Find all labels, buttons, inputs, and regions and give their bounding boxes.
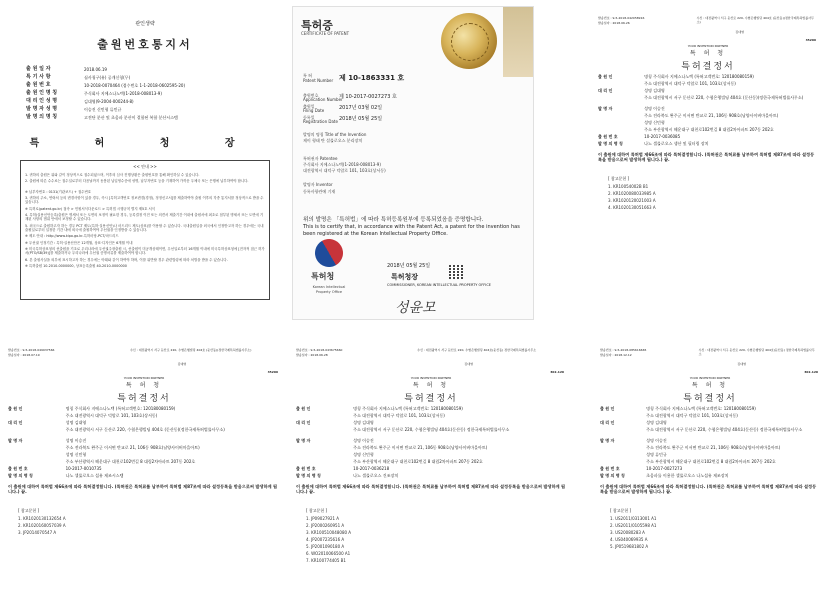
postal-code: 302-120 xyxy=(804,370,818,374)
decision-title: 특허결정서 xyxy=(117,394,171,404)
patent-label-en: Patent Number xyxy=(303,78,334,83)
registration-date-line: 2018년 05월 25일 xyxy=(387,263,431,269)
agency-name-en: Korean Intellectual Property Office xyxy=(312,285,346,294)
reference-item: 3. KR100510048080 A xyxy=(306,530,352,535)
row-value: 10-2017-0036218 xyxy=(353,466,390,471)
cert-row-label: 출원일 xyxy=(303,104,315,109)
references-header: [ 참고문헌 ] xyxy=(18,508,40,513)
decision-title: 특허결정서 xyxy=(683,394,737,404)
field-label: 출 원 일 자 xyxy=(26,66,51,72)
row-value: 성명 김대영 xyxy=(646,420,667,425)
sender-number: 발송번호 : 9-5-2018-043675660 xyxy=(296,348,343,352)
cert-row-label-en: Registration Date xyxy=(303,119,338,124)
qr-code-overlay xyxy=(449,265,463,279)
row-label: 발 명 자 xyxy=(8,438,23,443)
row-label: 대 리 인 xyxy=(296,420,311,425)
field-label: 출 원 인 명 칭 xyxy=(26,90,58,96)
row-value: 주소 전라북도 완주군 이서면 반교로 21, 106동 908호(남양사이버마을아트) xyxy=(646,445,781,450)
row-label: 발 명 의 명 칭 xyxy=(600,473,625,478)
row-label: 출 원 인 xyxy=(8,406,23,411)
agency-name: 특 허 청 xyxy=(125,382,163,389)
row-value: 주소 부산광역시 해운대구 대천로102번길 8 대림2차아파트 207동 202호 xyxy=(65,459,196,464)
reference-item: 4. KR1020130051663 A xyxy=(608,205,656,210)
reference-item: 4. JP2007235616 A xyxy=(306,537,345,542)
row-label: 출 원 인 xyxy=(296,406,311,411)
tagline: YOUR INVENTION PARTNER xyxy=(410,376,452,380)
field-value: 이승진 신민형 류민규 xyxy=(84,106,122,112)
row-value: 성명 이승진 xyxy=(353,438,374,443)
field-value: 김대영(9-2004-000244-8) xyxy=(84,98,134,104)
owner-name: 주식회사 지에스나노텍(1-2018-008013-9) xyxy=(303,162,381,167)
reference-item: 5. JP0519681802 A xyxy=(610,544,649,549)
row-value: 나노 셀룰로오스 생산 및 필터링 장치 xyxy=(644,141,709,146)
invention-title: 제이 형태 탄 설룰로오스 분리장치 xyxy=(303,138,363,143)
recipient: 수신 : 대전광역시 서구 둔산로 220, 수협은행빌딩 404호 (둔산동)(정한국제특허법률사무소) xyxy=(696,16,814,24)
reference-item: 2. JP2000260951 A xyxy=(306,523,345,528)
decision-title: 특허결정서 xyxy=(404,394,458,404)
commissioner-title: 특허청장 xyxy=(391,273,419,281)
row-value: 주소 전라북도 완주군 이서면 반교로 21, 106동 908호(남양사이버마을아트) xyxy=(353,445,488,450)
row-value: 10-2017-0036085 xyxy=(644,134,681,139)
row-value: 성명 신민형 xyxy=(65,452,87,457)
notice-paragraph: 2. 출원에 따른 수수료는 접수일로부터 다음날까지 동봉된 납입영수증에 성명, 납부자번호 등을 기재하여 가까운 우체국 또는 은행에 납부하여야 합니다. xyxy=(25,179,249,184)
decision-notice: 이 출원에 대하여 특허법 제66조에 따라 특허결정합니다. (특허권은 특허료를 납부하여 특허법 제87조에 따라 설정등록을 받음으로써 발생하게 됩니다.) 끝. xyxy=(600,484,817,495)
decision-notice: 이 출원에 대하여 특허법 제66조에 따라 특허결정합니다. (특허권은 특허료를 납부하여 특허법 제87조에 따라 설정등록을 받음으로써 발생하게 됩니다.) 끝. xyxy=(296,484,566,495)
field-value: 2018.06.19 xyxy=(84,66,107,72)
notice-paragraph: 5. 외국으로 출원하고자 하는 경우 PCT 제도(특허·실용신안)나 마드리드 제도(상표)를 이용할 수 있습니다. 국내출원일을 외국에서 인정받고자 하는 경우에는 국내출원일로부터 일정한 기간 내에 외국에 출원하여야 우선권을 인정받을 수 있습니다. xyxy=(25,223,264,232)
decision-notice: 이 출원에 대하여 특허법 제66조에 따라 특허결정합니다. (특허권은 특허료를 납부하여 특허법 제87조에 따라 설정등록을 받음으로써 발생하게 됩니다.) 끝. xyxy=(8,484,278,495)
row-value: 주소 대전광역시 서구 둔산로 220, 수협은행빌딩 404호 (둔산동)(정한국제특허법률사무소) xyxy=(644,95,804,100)
notice-paragraph: ※ 우선권 인정기간 : 특허·실용신안은 12개월, 상표·디자인은 6개월 이내 xyxy=(25,240,133,245)
notice-paragraph: 3. 귀하의 주소, 연락처 등의 변경사항이 있을 경우, 즉시 [특허고객번호 정보변경(경정), 정정신고서]를 제출하여야 출원 이후의 각종 통지서를 정상적으로 받을 수 있습니다. xyxy=(25,196,264,205)
row-label: 발 명 자 xyxy=(598,106,613,111)
row-value: 주소 대전광역시 서구 둔산로 220, 수협은행빌딩 404호(둔산동) 정한국제특허법률사무소 xyxy=(353,427,510,432)
statement-ko: 위의 발명은 「특허법」에 따라 특허등록원부에 등록되었음을 증명합니다. xyxy=(303,217,484,223)
notice-paragraph: ※ 제도 안내 : http://www.kipo.go.kr-특허마당-PCT/마드리드 xyxy=(25,234,119,239)
recipient-name: 김대영 xyxy=(464,362,474,366)
row-value: 성명 김대영 xyxy=(353,420,374,425)
notice-box xyxy=(20,160,270,300)
certificate-subtitle: CERTIFICATE OF PATENT xyxy=(301,31,350,36)
row-label: 출 원 번 호 xyxy=(296,466,316,471)
reference-item: 3. KR1020120021003 A xyxy=(608,198,656,203)
taegeuk-emblem-icon xyxy=(310,234,348,272)
recipient: 수신 : 대전광역시 서구 둔산로 220, 수협은행빌딩 404호 (둔산동)(정한국제특허법률사무소) xyxy=(130,348,252,352)
row-value: 성명 김대영 xyxy=(644,88,665,93)
row-label: 발 명 의 명 칭 xyxy=(8,473,33,478)
row-value: 주소 전라북도 완주군 이서면 반교로 21, 106동 908호(남양사이버마을아트) xyxy=(644,113,779,118)
row-label: 대 리 인 xyxy=(598,88,613,93)
cert-row-value: 2018년 05월 25일 xyxy=(339,116,383,122)
recipient: 수신 : 대전광역시 서구 둔산로 220, 수협은행빌딩 404호(둔산동) 정한국제특허법률사무소 xyxy=(698,348,815,356)
row-value: 나노 셀룰로오스 건조장치 xyxy=(353,473,399,478)
reference-item: 1. JP09027921 A xyxy=(306,516,340,521)
field-value: 10-2018-0070464 (접수번호 1-1-2018-0602595-20) xyxy=(84,82,186,88)
commissioner-text: 특 허 청 장 xyxy=(29,138,261,149)
row-value: 주소 전라북도 완주군 이서면 반교로 21, 106동 908호(남양사이버마을아트) xyxy=(65,445,200,450)
send-date: 발송일자 : 2018.06.26 xyxy=(598,21,630,25)
references-header: [ 참고문헌 ] xyxy=(608,176,630,181)
row-value: 성명 김대영 xyxy=(65,420,87,425)
invention-label: 발명의 명칭 Title of the Invention xyxy=(303,132,367,137)
small-header: 관인생략 xyxy=(135,21,155,27)
decision-title: 특허결정서 xyxy=(681,62,735,72)
field-value: 주식회사 지에스나노텍(1-2018-008013-9) xyxy=(84,90,162,96)
statement-en: This is to certify that, in accordance with the Patent Act, a patent for the invention has been registered at the Korean Intellectual Property Office. xyxy=(303,224,520,237)
row-value: 명칭 주식회사 지에스나노텍 (특허고객번호: 120180080159) xyxy=(65,406,176,411)
reference-item: 6. WO2010066500 A1 xyxy=(306,551,351,556)
inventor-note: 등록사항란에 기재 xyxy=(303,189,336,194)
send-date: 발송일자 : 2018.07.19 xyxy=(8,353,40,357)
send-date: 발송일자 : 2018.12.12 xyxy=(600,353,632,357)
postal-code: 302-120 xyxy=(550,370,564,374)
recipient-name: 김대영 xyxy=(177,362,187,366)
field-label: 발 명 의 명 칭 xyxy=(26,114,58,120)
patent-certificate xyxy=(292,6,534,320)
owner-address: 대전광역시 대덕구 덕암로 101, 103호(상서동) xyxy=(303,168,386,173)
row-value: 성명 이승진 xyxy=(65,438,87,443)
postal-code: 35209 xyxy=(267,370,278,374)
tagline: YOUR INVENTION PARTNER xyxy=(687,44,729,48)
row-label: 출 원 번 호 xyxy=(600,466,620,471)
agency-name: 특 허 청 xyxy=(412,382,450,389)
sender-number: 발송번호 : 9-5-2018-085616665 xyxy=(600,348,647,352)
notice-paragraph: ※ 미국특허상표청의 선출원을 기초로 우리나라에 우선권주장출원 시, 선출원이 미공개상태이면, 우선일로부터 16개월 이내에 미국특허상표청에 [전자적 접근 허가서(PTO/SB/39)]를 제출하거나 우리나라에 우선권 증명서류를 제출하여야 합니다. xyxy=(25,246,265,256)
row-value: 나노 셀룰로오스 섬유 제조시스템 xyxy=(65,473,124,478)
notice-paragraph: 4. 특허(실용신안등록)출원은 명세서 또는 도면의 보정이 필요한 경우, 등록결정 이전 또는 의견서 제출기간 이내에 출원서에 최초로 첨부된 명세서 또는 도면에 기재된 사항의 범위 안에서 보정할 수 있습니다. xyxy=(25,213,264,222)
row-value: 성명 류민규 xyxy=(646,452,667,457)
row-value: 주소 대전광역시 대덕구 덕암로 101, 103호(상서동) xyxy=(644,81,736,86)
row-label: 대 리 인 xyxy=(600,420,615,425)
notice-paragraph: 1. 귀하의 출원은 위와 같이 정상적으로 접수되었으며, 이후의 심사 진행상황은 출원번호를 통해 확인하실 수 있습니다. xyxy=(25,173,200,177)
row-value: 주소 대전광역시 대덕구 덕암로 101, 103호(상서동) xyxy=(65,413,158,418)
signature: 성윤모 xyxy=(395,300,436,316)
row-value: 주소 대전광역시 서구 둔산로 220, 수협은행빌딩 404호(둔산동) 정한국제특허법률사무소 xyxy=(646,427,803,432)
sender-number: 발송번호 : 9-5-2018-042058916 xyxy=(598,16,645,20)
row-label: 대 리 인 xyxy=(8,420,23,425)
recipient-name: 김대영 xyxy=(735,30,745,34)
decorative-stripe xyxy=(503,7,533,77)
decision-notice: 이 출원에 대하여 특허법 제66조에 따라 특허결정합니다. (특허권은 특허료를 납부하여 특허법 제87조에 따라 설정등록을 받음으로써 발생하게 됩니다.) 끝. xyxy=(598,152,815,163)
tagline: YOUR INVENTION PARTNER xyxy=(689,376,731,380)
send-date: 발송일자 : 2018.06.28 xyxy=(296,353,328,357)
field-value: 고전단 분산 및 초음파 분산이 결합된 복합 분산시스템 xyxy=(84,114,178,120)
row-label: 출 원 인 xyxy=(600,406,615,411)
postal-code: 35209 xyxy=(805,38,816,42)
row-value: 명칭 주식회사 지에스나노텍 (특허고객번호: 120180080159) xyxy=(353,406,463,411)
patent-decision-1 xyxy=(594,6,822,300)
sender-number: 발송번호 : 9-5-2018-049937566 xyxy=(8,348,55,352)
row-value: 성명 이승진 xyxy=(644,106,665,111)
field-label: 발 명 자 성 명 xyxy=(26,106,58,112)
recipient-name: 김대영 xyxy=(737,362,747,366)
row-label: 출 원 인 xyxy=(598,74,613,79)
reference-item: 3. JP2014070547 A xyxy=(18,530,57,535)
patent-decision-2 xyxy=(4,338,284,594)
row-value: 10-2017-0027273 xyxy=(646,466,683,471)
cert-row-label: 등록일 xyxy=(303,115,315,120)
row-value: 주소 대전광역시 서구 둔산로 220, 수협은행빌딩 404호 (둔산동)(정한국제특허법률사무소) xyxy=(65,427,225,432)
row-label: 출 원 번 호 xyxy=(8,466,28,471)
reference-item: 1. KR10054002B B1 xyxy=(608,184,649,189)
cert-row-value: 2017년 03월 02일 xyxy=(339,105,383,111)
notice-paragraph: ※ 특허출원 10-2010-0000000, 상표등록출원 40-2010-0000000 xyxy=(25,263,127,268)
row-label: 발 명 의 명 칭 xyxy=(598,141,623,146)
notice-header: << 안내 >> xyxy=(133,164,157,169)
inventor-label: 발명자 Inventor xyxy=(303,182,333,187)
row-value: 10-2017-0010735 xyxy=(65,466,102,471)
row-value: 초음파를 이용한 셀룰로오스 나노섬유 제조장치 xyxy=(646,473,729,478)
reference-item: 1. KR1020130132654 A xyxy=(18,516,66,521)
row-value: 성명 신민형 xyxy=(353,452,374,457)
row-value: 주소 부산광역시 해운대구 대천로102번길 8 대림2차아파트 207동 202호 xyxy=(646,459,776,464)
row-value: 성명 신민형 xyxy=(644,120,665,125)
reference-item: 2. KR1020080033985 A xyxy=(608,191,656,196)
reference-item: 5. JP2001090180 A xyxy=(306,544,345,549)
notice-paragraph: ※ 특허로(patent.go.kr) 접속 > 민원서식다운로드 > 특허법 시행규칙 별지 제5호 서식 xyxy=(25,206,156,211)
reference-item: 4. US040069935 A xyxy=(610,537,648,542)
references-header: [ 참고문헌 ] xyxy=(610,508,632,513)
reference-item: 2. KR1020160057039 A xyxy=(18,523,66,528)
references-header: [ 참고문헌 ] xyxy=(306,508,328,513)
recipient: 수신 : 대전광역시 서구 둔산로 220, 수협은행빌딩 404호(둔산동) 정한국제특허법률사무소 xyxy=(417,348,537,352)
agency-name: 특 허 청 xyxy=(689,50,727,57)
row-value: 주소 대전광역시 대덕구 덕암로 101, 103호(상서동) xyxy=(646,413,738,418)
notice-paragraph: 6. 본 출원사실을 외부에 표시하고자 하는 경우에는 아래와 같이 하여야 하며, 이를 위반할 경우 관련법령에 따라 처벌을 받을 수 있습니다. xyxy=(25,257,228,262)
commissioner-title-en: COMMISSIONER, KOREAN INTELLECTUAL PROPERTY OFFICE xyxy=(387,283,491,287)
field-label: 특 기 사 항 xyxy=(26,74,51,80)
row-value: 명칭 주식회사 지에스나노텍 (특허고객번호: 120180080159) xyxy=(644,74,754,79)
tagline: YOUR INVENTION PARTNER xyxy=(123,376,165,380)
row-value: 주소 부산광역시 해운대구 대천로102번길 8 대림2차아파트 207동 202호 xyxy=(644,127,774,132)
reference-item: 7. KR100774405 B1 xyxy=(306,558,346,563)
notice-paragraph: ※ 납부자번호 : 0131(기관코드) + 접수번호 xyxy=(25,189,92,194)
field-value: 심사청구(유) 공개신청(무) xyxy=(84,74,131,80)
row-label: 발 명 의 명 칭 xyxy=(296,473,321,478)
cert-row-label: 출원번호 xyxy=(303,93,319,98)
patent-decision-4 xyxy=(596,338,824,594)
owner-label: 특허권자 Patentee xyxy=(303,156,338,161)
cert-row-label-en: Filing Date xyxy=(303,108,325,113)
patent-number: 제 10-1863331 호 xyxy=(339,74,405,82)
certificate-title: 특허증 xyxy=(301,19,333,32)
row-label: 발 명 자 xyxy=(600,438,615,443)
row-value: 명칭 주식회사 지에스나노텍 (특허고객번호: 120180080159) xyxy=(646,406,756,411)
cert-row-value: 제 10-2017-0027273 호 xyxy=(339,94,397,100)
row-label: 발 명 자 xyxy=(296,438,311,443)
row-value: 주소 부산광역시 해운대구 대천로102번길 8 대림2차아파트 207동 202호 xyxy=(353,459,483,464)
cert-row-label-en: Application Number xyxy=(303,97,343,102)
agency-name: 특허청 xyxy=(311,272,335,281)
doc-title: 출원번호통지서 xyxy=(97,38,193,51)
agency-name: 특 허 청 xyxy=(691,382,729,389)
field-label: 대 리 인 성 명 xyxy=(26,98,58,104)
field-label: 출 원 번 호 xyxy=(26,82,51,88)
reference-item: 2. US2011/0105598 A1 xyxy=(610,523,657,528)
row-label: 출 원 번 호 xyxy=(598,134,618,139)
row-value: 성명 이승진 xyxy=(646,438,667,443)
patent-decision-3 xyxy=(292,338,570,594)
application-number-notice xyxy=(4,6,286,300)
gold-seal-icon xyxy=(441,13,497,69)
row-value: 주소 대전광역시 대덕구 덕암로 101, 103호(상서동) xyxy=(353,413,445,418)
reference-item: 1. US2011/0313001 A1 xyxy=(610,516,657,521)
patent-label: 특 허 xyxy=(303,73,312,78)
reference-item: 3. US20080283 A xyxy=(610,530,645,535)
certificate-statement xyxy=(303,217,525,238)
